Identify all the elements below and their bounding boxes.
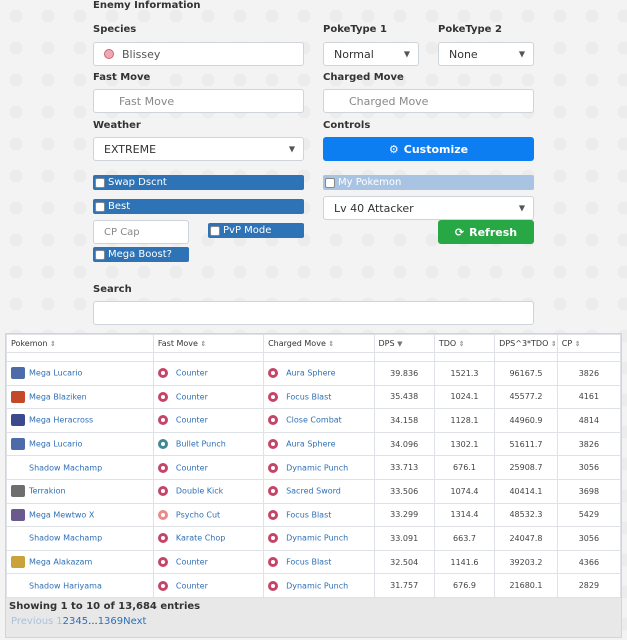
fast-move-cell [153, 574, 263, 598]
tdo-cell: 676.9 [434, 574, 494, 598]
move-type-icon [158, 533, 168, 543]
move-type-icon [268, 463, 278, 473]
checkbox-icon [95, 202, 105, 212]
pokemon-name[interactable]: Mega Heracross [29, 415, 94, 425]
cp-cap-input[interactable] [93, 220, 189, 244]
tdo-cell: 1314.4 [434, 503, 494, 527]
gear-icon: ⚙ [388, 142, 399, 156]
weather-value: EXTREME [104, 142, 157, 156]
fast-move-cell [153, 385, 263, 409]
cp-cell: 3056 [557, 456, 620, 480]
page-1369-button[interactable]: 1369 [97, 616, 124, 627]
move-type-icon [268, 486, 278, 496]
previous-button[interactable]: Previous [11, 616, 54, 627]
tdo-cell: 676.1 [434, 456, 494, 480]
table-footer [5, 598, 622, 638]
fast-move-name[interactable]: Counter [175, 581, 208, 591]
fast-move-name[interactable]: Counter [175, 368, 208, 378]
move-type-icon [158, 463, 168, 473]
charged-move-cell [264, 385, 374, 409]
best-checkbox[interactable] [93, 199, 304, 214]
col-header-score[interactable]: DPS^3*TDO ⇕ [495, 335, 558, 353]
charged-move-name[interactable]: Dynamic Punch [286, 463, 349, 473]
swap-dscnt-checkbox[interactable] [93, 175, 304, 190]
dps-cell: 32.504 [374, 550, 434, 574]
section-title: Enemy Information [93, 0, 201, 11]
fast-move-name[interactable]: Double Kick [175, 486, 224, 496]
charged-move-cell [264, 409, 374, 433]
score-cell: 48532.3 [495, 503, 558, 527]
pokemon-name[interactable]: Shadow Machamp [29, 533, 103, 543]
pokemon-name[interactable]: Mega Alakazam [29, 557, 93, 567]
move-type-icon [158, 415, 168, 425]
move-type-icon [158, 392, 168, 402]
pvp-mode-checkbox[interactable] [208, 223, 304, 238]
sort-icon: ⇕ [574, 340, 581, 348]
cp-cell: 3826 [557, 432, 620, 456]
fast-move-name[interactable]: Bullet Punch [175, 439, 226, 449]
best-label: Best [108, 201, 131, 212]
table-row [7, 550, 621, 574]
move-type-icon [158, 581, 168, 591]
charged-move-cell [264, 550, 374, 574]
fast-move-cell [153, 409, 263, 433]
cp-cap-placeholder: CP Cap [104, 226, 140, 238]
checkbox-icon [325, 178, 335, 188]
table-row [7, 432, 621, 456]
score-cell: 24047.8 [495, 527, 558, 551]
mega-boost-label: Mega Boost? [108, 249, 172, 260]
pokemon-cell[interactable] [7, 409, 154, 433]
page-ellipsis: ... [88, 616, 98, 627]
customize-button[interactable] [323, 137, 534, 161]
fast-move-name[interactable]: Counter [175, 392, 208, 402]
tdo-cell: 1302.1 [434, 432, 494, 456]
page-3-button[interactable]: 3 [69, 616, 76, 627]
poketype1-select[interactable] [323, 42, 419, 66]
checkbox-icon [95, 178, 105, 188]
dps-cell: 33.713 [374, 456, 434, 480]
search-input[interactable] [93, 301, 534, 325]
pokemon-cell[interactable] [7, 362, 154, 386]
fast-move-name[interactable]: Psycho Cut [175, 510, 221, 520]
score-cell: 39203.2 [495, 550, 558, 574]
cp-cell: 5429 [557, 503, 620, 527]
move-type-icon [268, 557, 278, 567]
dps-cell: 39.836 [374, 362, 434, 386]
cp-cell: 3826 [557, 362, 620, 386]
charged-move-input[interactable] [323, 89, 534, 113]
fast-move-name[interactable]: Counter [175, 557, 208, 567]
sort-icon: ⇕ [200, 340, 207, 348]
move-type-icon [158, 368, 168, 378]
col-header-fast-move[interactable]: Fast Move ⇕ [153, 335, 263, 353]
charged-move-cell [264, 432, 374, 456]
tdo-cell: 1141.6 [434, 550, 494, 574]
charged-move-placeholder: Charged Move [349, 94, 429, 108]
charged-move-cell [264, 362, 374, 386]
charged-move-cell [264, 456, 374, 480]
col-header-pokemon[interactable]: Pokemon ⇕ [7, 335, 154, 353]
poketype1-value: Normal [334, 47, 374, 61]
charged-move-name[interactable]: Aura Sphere [286, 439, 336, 449]
dps-cell: 33.506 [374, 479, 434, 503]
pokemon-name[interactable]: Shadow Machamp [29, 463, 103, 473]
charged-move-cell [264, 574, 374, 598]
dps-cell: 31.757 [374, 574, 434, 598]
pokemon-name[interactable]: Mega Mewtwo X [29, 510, 95, 520]
move-type-icon [268, 439, 278, 449]
pokemon-name[interactable]: Mega Lucario [29, 368, 83, 378]
fast-move-cell [153, 527, 263, 551]
table-row [7, 527, 621, 551]
score-cell: 25908.7 [495, 456, 558, 480]
sort-icon: ⇕ [50, 340, 56, 348]
page-4-button[interactable]: 4 [75, 616, 82, 627]
checkbox-icon [95, 250, 105, 260]
dps-cell: 35.438 [374, 385, 434, 409]
page-2-button[interactable]: 2 [62, 616, 70, 627]
refresh-label: Refresh [469, 225, 518, 239]
blissey-sprite-icon [104, 49, 114, 59]
charged-move-cell [264, 503, 374, 527]
fast-move-cell [153, 479, 263, 503]
fast-move-cell [153, 456, 263, 480]
pokemon-name[interactable]: Terrakion [29, 486, 66, 496]
pokemon-cell[interactable] [7, 503, 154, 527]
my-pokemon-checkbox[interactable] [323, 175, 534, 190]
table-row [7, 385, 621, 409]
next-button[interactable]: Next [123, 616, 147, 627]
charged-move-cell [264, 527, 374, 551]
pokemon-sprite-icon [11, 367, 25, 379]
pokemon-cell[interactable] [7, 479, 154, 503]
move-type-icon [268, 581, 278, 591]
fast-move-cell [153, 432, 263, 456]
tdo-cell: 1128.1 [434, 409, 494, 433]
charged-move-name[interactable]: Focus Blast [286, 557, 332, 567]
pokemon-cell[interactable] [7, 527, 154, 551]
move-type-icon [158, 557, 168, 567]
pokemon-cell[interactable] [7, 385, 154, 409]
poketype2-select[interactable] [438, 42, 534, 66]
poketype2-label: PokeType 2 [438, 24, 502, 35]
pagination [11, 616, 146, 627]
pokemon-cell[interactable] [7, 574, 154, 598]
charged-move-cell [264, 479, 374, 503]
move-type-icon [158, 486, 168, 496]
pokemon-cell[interactable] [7, 550, 154, 574]
customize-label: Customize [403, 142, 469, 156]
search-label: Search [93, 284, 132, 295]
charged-move-name[interactable]: Focus Blast [286, 392, 332, 402]
pvp-mode-label: PvP Mode [223, 225, 272, 236]
fast-move-name[interactable]: Counter [175, 415, 208, 425]
fast-move-input[interactable] [93, 89, 304, 113]
cp-cell: 4366 [557, 550, 620, 574]
fast-move-name[interactable]: Karate Chop [175, 533, 226, 543]
sort-icon: ⇕ [458, 340, 465, 348]
fast-move-cell [153, 362, 263, 386]
fast-move-cell [153, 503, 263, 527]
cp-cell: 2829 [557, 574, 620, 598]
score-cell: 40414.1 [495, 479, 558, 503]
poketype1-label: PokeType 1 [323, 24, 387, 35]
sort-icon: ⇕ [550, 340, 557, 348]
col-header-cp[interactable]: CP ⇕ [557, 335, 620, 353]
my-pokemon-label: My Pokemon [338, 177, 402, 188]
table-row [7, 503, 621, 527]
table-row [7, 409, 621, 433]
cp-cell: 4814 [557, 409, 620, 433]
mega-boost-checkbox[interactable] [93, 247, 189, 262]
refresh-icon: ⟳ [454, 225, 465, 239]
dps-cell: 34.096 [374, 432, 434, 456]
move-type-icon [268, 368, 278, 378]
weather-label: Weather [93, 120, 141, 131]
page-5-button[interactable]: 5 [81, 616, 89, 627]
checkbox-icon [210, 226, 220, 236]
controls-label: Controls [323, 120, 371, 131]
col-header-dps[interactable]: DPS ▼ [374, 335, 434, 353]
pokemon-sprite-icon [11, 391, 25, 403]
charged-move-name[interactable]: Dynamic Punch [286, 533, 349, 543]
charged-move-label: Charged Move [323, 72, 404, 83]
table-row [7, 362, 621, 386]
fast-move-name[interactable]: Counter [175, 463, 208, 473]
level-select[interactable] [323, 196, 534, 220]
page-1-button[interactable]: 1 [56, 616, 63, 627]
charged-move-name[interactable]: Sacred Sword [286, 486, 341, 496]
pokemon-name[interactable]: Shadow Hariyama [29, 581, 102, 591]
cp-cell: 4161 [557, 385, 620, 409]
score-cell: 44960.9 [495, 409, 558, 433]
species-input[interactable] [93, 42, 304, 66]
pokemon-sprite-icon [11, 414, 25, 426]
pokemon-sprite-icon [11, 509, 25, 521]
swap-dscnt-label: Swap Dscnt [108, 177, 167, 188]
move-type-icon [268, 510, 278, 520]
move-type-icon [158, 510, 168, 520]
refresh-button[interactable] [438, 220, 534, 244]
chevron-down-icon: ▼ [288, 144, 295, 154]
charged-move-name[interactable]: Close Combat [286, 415, 342, 425]
cp-cell: 3698 [557, 479, 620, 503]
col-header-tdo[interactable]: TDO ⇕ [434, 335, 494, 353]
score-cell: 96167.5 [495, 362, 558, 386]
pokemon-sprite-icon [11, 438, 25, 450]
table-header-row [7, 335, 621, 353]
dps-cell: 34.158 [374, 409, 434, 433]
score-cell: 21680.1 [495, 574, 558, 598]
species-label: Species [93, 24, 137, 35]
fast-move-label: Fast Move [93, 72, 151, 83]
fast-move-cell [153, 550, 263, 574]
species-value: Blissey [122, 47, 161, 61]
col-header-charged-move[interactable]: Charged Move ⇕ [264, 335, 374, 353]
move-type-icon [268, 415, 278, 425]
table-row [7, 479, 621, 503]
weather-select[interactable] [93, 137, 304, 161]
pokemon-name[interactable]: Mega Lucario [29, 439, 83, 449]
entries-info: Showing 1 to 10 of 13,684 entries [9, 601, 201, 612]
tdo-cell: 1521.3 [434, 362, 494, 386]
pokemon-cell[interactable] [7, 432, 154, 456]
sort-desc-icon: ▼ [397, 340, 403, 348]
dps-cell: 33.091 [374, 527, 434, 551]
table-row [7, 456, 621, 480]
move-type-icon [268, 533, 278, 543]
fast-move-placeholder: Fast Move [119, 94, 175, 108]
pokemon-sprite-icon [11, 556, 25, 568]
results-table [5, 333, 622, 598]
pokemon-sprite-icon [11, 485, 25, 497]
pokemon-name[interactable]: Mega Blaziken [29, 392, 87, 402]
tdo-cell: 663.7 [434, 527, 494, 551]
move-type-icon [268, 392, 278, 402]
chevron-down-icon: ▼ [403, 49, 410, 59]
charged-move-name[interactable]: Aura Sphere [286, 368, 336, 378]
pokemon-cell[interactable] [7, 456, 154, 480]
tdo-cell: 1024.1 [434, 385, 494, 409]
table-row [7, 574, 621, 598]
chevron-down-icon: ▼ [518, 203, 525, 213]
charged-move-name[interactable]: Focus Blast [286, 510, 332, 520]
charged-move-name[interactable]: Dynamic Punch [286, 581, 349, 591]
tdo-cell: 1074.4 [434, 479, 494, 503]
score-cell: 51611.7 [495, 432, 558, 456]
dps-cell: 33.299 [374, 503, 434, 527]
sort-icon: ⇕ [328, 340, 335, 348]
level-value: Lv 40 Attacker [334, 201, 414, 215]
poketype2-value: None [449, 47, 478, 61]
move-type-icon [158, 439, 168, 449]
cp-cell: 3056 [557, 527, 620, 551]
score-cell: 45577.2 [495, 385, 558, 409]
chevron-down-icon: ▼ [518, 49, 525, 59]
